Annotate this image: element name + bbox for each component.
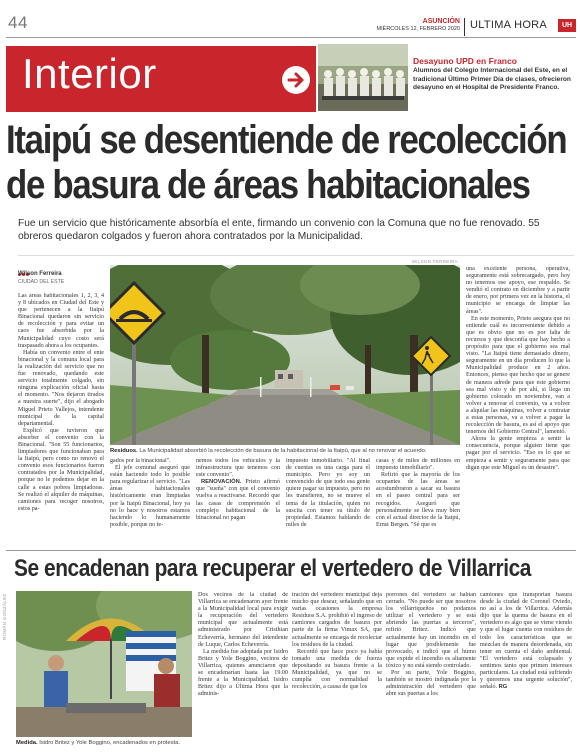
main-column-5 [376,458,460,544]
header-divider [464,18,465,36]
arrow-right-icon[interactable] [282,66,310,94]
main-column-2 [110,458,190,544]
main-col1-p2: Había un convenio entre el ente binacional y la comuna local para la realización del servicio que no fue renovado, quedando este servicio totalmente colgado, sin ninguna explicación oficial hasta el momento. "Nos dejaron tirados a nuestra suerte", dijo el abogado Miguel Prieto Vallejos, intendente municipal de la capital departamental. [18,349,104,427]
main-col3-p1: nemos todos los vehículos y la infraestructura que tenemos con este convenio". [196,458,280,479]
main-col5-p2: Refirió que la mayoría de los ocupantes de las áreas se acostumbraron a sacar su basura en el paseo central para ser recogidos. Aseguró que personalmente se lleva muy bien con el actual director de la Itaipú, Ernst Bergen. "Sé que es [376,472,460,528]
second-col2-p1: tración del vertedero municipal deja mucho que desear, señalando que en varias ocasiones la empresa Residuos S.A. prohibió el ingreso de camiones cargados de basura por parte de la firma Vimax SA, que actualmente se encarga de recolectar los residuos de la ciudad. [292,592,382,648]
second-photo [16,591,192,737]
main-col1-p3: Explicó que tuvieron que absorber el convenio con la Binacional. "Son 55 funcionarios, limpiadores que funcionaban para la Itaipú, pero como no renovó el convenio esos funcionarios fueron contratados por la Municipalidad, porque no le podemos dejar en la calle a estas pobres limpiadoras. Se realizó el alquiler de máquinas, camiones para recoger nosotros, estos pa- [18,427,104,512]
main-column-3 [196,458,280,544]
second-headline: Se encadenan para recuperar el vertedero de Villarrica [14,555,531,582]
main-column-4 [286,458,370,544]
main-caption-label: Residuos. [110,448,138,454]
main-headline-line2: de basura de áreas habitacionales [6,163,530,207]
main-col1-p1: Las áreas habitacionales 1, 2, 3, 4 y 8 ubicados en Ciudad del Este y que pertenecen a la Itaipú Binacional quedaron sin servicio de recolección y para evitar un caos fue absorbida por la Municipalidad cuyo costo será traspasado ahora a los ocupantes. [18,293,104,349]
main-caption-text: La Municipalidad absorbió la recolección de basura de la habitacional de la Itaipú, que al no renovar el acuerdo. [139,448,427,454]
second-photo-caption [16,740,192,747]
main-photo-credit: WILSON FERREIRA [411,259,458,264]
main-headline-line1: Itaipú se desentiende de recolección [6,118,567,162]
paper-city: ASUNCIÓN [422,18,460,25]
author-name: Wilson Ferreira [18,271,62,277]
author-location: CIUDAD DEL ESTE [18,279,65,285]
main-photo-caption [110,448,460,455]
teaser-photo [318,44,408,111]
subhead-rule [18,255,574,256]
second-col1-p2: La medida fue adoptada por Isidro Britez y Yole Boggino, vecinos de Villarrica, quienes anunciaron que se encadenarían hasta las 19.00 frente a la Municipalidad. Isidro Britez dijo a Última Hora que la adminis- [198,648,288,698]
main-column-1 [18,293,104,543]
main-col3-label: RENOVACIÓN. [201,479,242,486]
second-col3-p2: Por su parte, Yole Boggino, también se mostró indignada por la administración del vertedero que abre sus puertas a los [386,670,476,698]
second-column-1 [198,592,288,752]
second-caption-text: Isidro Britez y Yole Boggino, encadenados en protesta. [39,740,181,746]
second-col4-signature: RG [498,684,508,691]
second-column-2 [292,592,382,752]
brand-logo [558,19,576,32]
main-photo [110,265,460,445]
main-col6-p3: Ahora la gente empieza a sentir la consecuencia, porque alguien tiene que pagar por el servicio. "Eso es lo que se empieza a sentir y seguramente para que digan que este Miguel es un desastre". [466,436,570,471]
second-col2-p2: Recordó que hace poco ya había tomado una medida de fuerza depositando su basura frente a la Municipalidad, ya que no se cumplía con normalidad la recolección, a causa de que los [292,648,382,691]
story-divider [6,550,576,551]
second-col3-p1: porrones del vertedero se habían cerrado. "No puede ser que nosotros los villarriqueños no podamos utilizar el vertedero y se está abriendo las puertas a terceros", refirió Britez. Indicó que actualmente hay un incendio en el lugar que posiblemente fue provocado, e indicó que el humo que expide el incendio es altamente tóxico y no está siendo controlado. [386,592,476,669]
section-title: Interior [22,50,157,97]
teaser-title[interactable]: Desayuno UPD en Franco [413,56,517,66]
main-col2-p2: El jefe comunal aseguró que están haciendo todo lo posible para regularizar el servicio. "Las áreas habitacionales históricamente eran limpiadas por la Itaipú Binacional, hoy ya no lo hace y nosotros estamos haciendo lo humanamente posible, porque no te- [110,465,190,528]
page-number: 44 [8,13,28,32]
section-brand: ULTIMA HORA [470,19,548,31]
main-column-6 [466,266,570,544]
main-col3-p2: Prieto afirmó que "sueña" con que el convenio vuelva a reactivarse. Recordó que las casas de comprensión el complejo habitacional de la binacional no pagan [196,479,280,521]
second-col1-p1: Dos vecinos de la ciudad de Villarrica se encadenaron ayer frente a la Municipalidad local para exigir la recuperación del vertedero municipal que actualmente está administrado por Cristhian Echeverría, hermano del intendente de Luque, Carlos Echeverría. [198,592,288,648]
main-col4-p1: impuesto inmobiliario. "Al final de cuentas es una carga para el municipio. Pero yo soy un convencido de que todo esa gente quiere pagar su impuesto, pero no les transfieren, no se mueve el tema de la titulación, quien no suscita con tener su título de propiedad. Estamos hablando de miles de [286,458,370,528]
header-rule [6,37,576,38]
main-subhead: Fue un servicio que históricamente absorbía el ente, firmando un convenio con la Comuna que no fue renovado. 55 obreros quedaron colgados y fueron ahora contratados por la Municipalidad. [18,218,540,242]
second-caption-label: Medida. [16,740,38,746]
paper-date: MIÉRCOLES 12, FEBRERO 2020 [376,26,460,32]
second-column-4 [480,592,572,752]
brand-logo-text: UH [561,22,573,29]
main-col6-p1: una excelente persona, operativa, seguramente está sobrecargado, pero hoy no tenemos ese apoyo, ese respaldo. Se vendió el contrato en diciembre y a partir de enero, por primera vez en la historia, el municipio se encarga de limpiar las áreas". [466,266,570,315]
second-col4-p1: camiones que transportan basura desde la ciudad de Coronel Oviedo, no así a los de Villarrica. Además dijo que la quema de basura en el vertedero es algo que se viene viendo y que el lugar cuenta con residuos de todo los características que se mezclan de manera desordenada, sin tener en cuenta el daño ambiental. "El vertedero está colapsado y sentimos tanto que primen intereses particulares. La ciudad está sufriendo y queremos una urgente solución", señaló. [480,592,572,691]
main-col5-p1: casas y de miles de millones en impuesto inmobiliario". [376,458,460,472]
main-col2-p1: gados por la binacional". [110,458,171,464]
teaser-text: Alumnos del Colegio Internacional del Este, en el tradicional Último Primer Día de clases, ofrecieron desayuno en el Hospital de Presidente Franco. [413,67,571,92]
main-col6-p2: En este momento, Prieto asegura que no entiende cuál es inconveniente debido a que es obvio que no es por falta de recursos y que desconfía que hay hecho a propósito para que el gobierno sea mal visto. "La Itaipú tiene demasiado dinero, seguramente en un día producen lo que la Municipalidad produce en 2 años. Entonces, pienso que hecho que se genere de manera adrede para que este gobierno sea mal visto y de por ahí, si llega un gobierno colorado en noviembre, van a volver a renovar el convenio, va a volver a alquilar las máquinas, volver a contratar a estas personas, va a volver a pagar la recolección de basura, es así el apoyo que tenemos del Gobierno Central", lamentó. [466,315,570,436]
second-photo-credit: ROMÁN GONZÁLEZ [2,593,7,640]
second-column-3 [386,592,476,752]
